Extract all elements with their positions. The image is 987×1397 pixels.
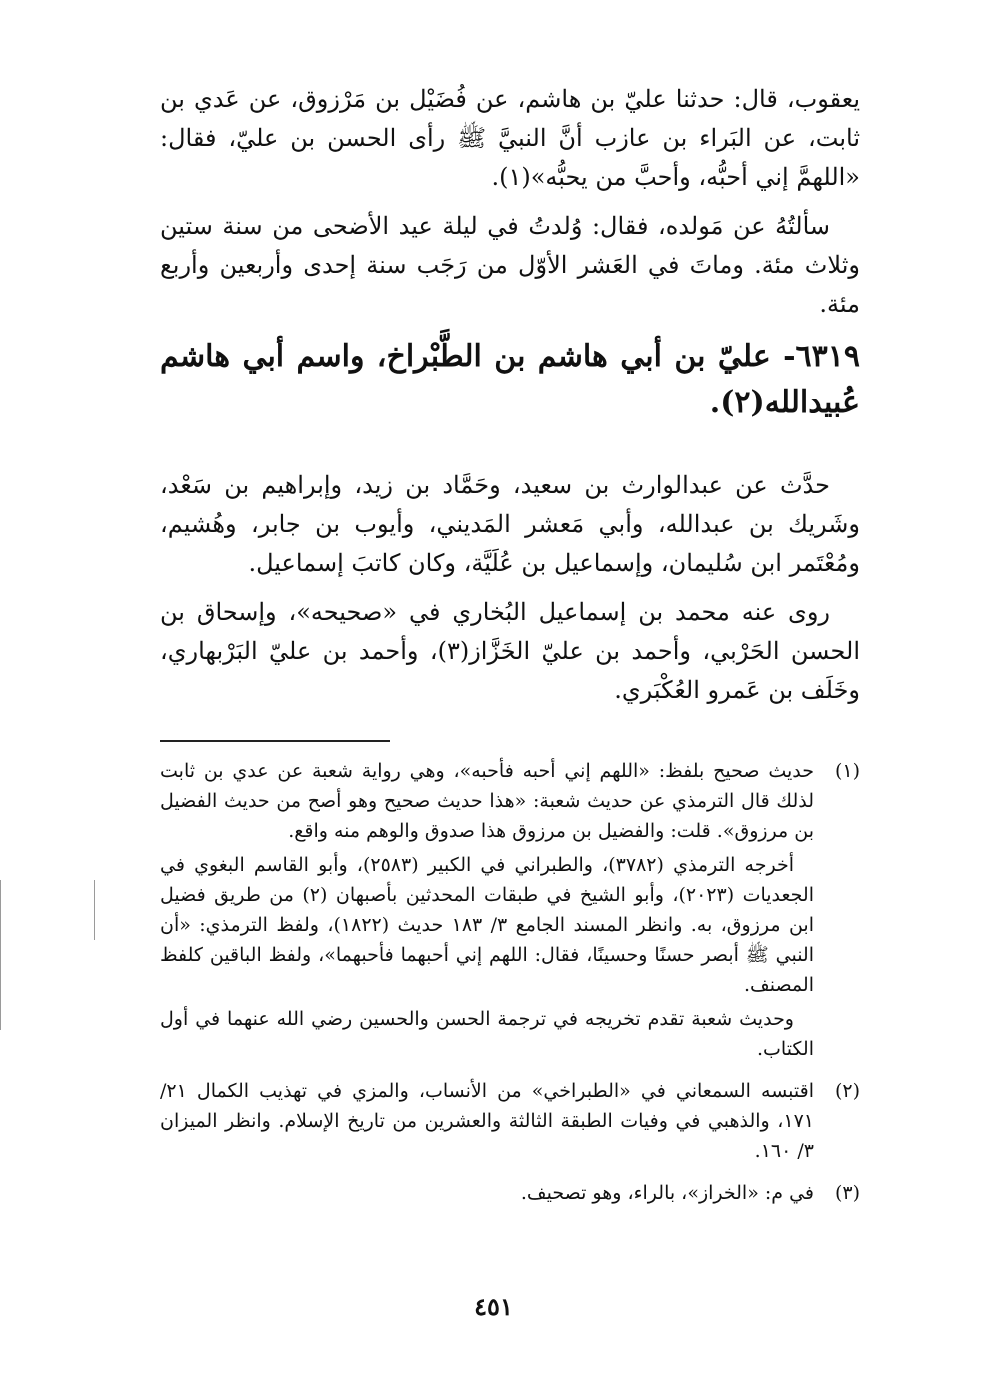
paragraph-students: روى عنه محمد بن إسماعيل البُخاري في «صحيحه»، وإسحاق بن الحسن الحَرْبي، وأحمد بن عليّ الخَزَّاز(٣)، وأحمد بن عليّ البَرْبهاري، وخَلَف بن عَمرو العُكْبَري. xyxy=(160,598,860,704)
footnote-1 xyxy=(160,756,860,1068)
footnote-body xyxy=(160,756,814,1068)
footnote-paragraph: حديث صحيح بلفظ: «اللهم إني أحبه فأحبه»، وهي رواية شعبة عن عدي بن ثابت لذلك قال الترمذي عن حديث شعبة: «هذا حديث صحيح وهو أصح من حديث الفضيل بن مرزوق». قلت: والفضيل بن مرزوق هذا صدوق والوهم منه واقع. xyxy=(160,760,814,842)
footnote-separator xyxy=(160,740,390,742)
paragraph-hadith: يعقوب، قال: حدثنا عليّ بن هاشم، عن فُضَيْل بن مَرْزوق، عن عَدي بن ثابت، عن البَراء بن عازب أنَّ النبيَّ ﷺ رأى الحسن بن عليّ، فقال: «اللهمَّ إني أحبُّه، وأحبَّ من يحبُّه»(١). xyxy=(160,85,860,191)
entry-title: ٦٣١٩- عليّ بن أبي هاشم بن الطَّبْراخ، واسم أبي هاشم عُبيدالله(٢). xyxy=(160,339,860,420)
page-number: ٤٥١ xyxy=(474,1292,513,1321)
footnote-body xyxy=(160,1076,814,1170)
footnote-body xyxy=(160,1178,814,1212)
footnote-2 xyxy=(160,1076,860,1170)
footnote-paragraph: وحديث شعبة تقدم تخريجه في ترجمة الحسن والحسين رضي الله عنهما في أول الكتاب. xyxy=(160,1008,814,1060)
scan-edge-mark xyxy=(94,880,95,940)
footnote-paragraph: في م: «الخراز»، بالراء، وهو تصحيف. xyxy=(520,1182,814,1204)
page-body xyxy=(160,80,860,1220)
scan-edge-mark xyxy=(0,880,1,1030)
footnote-3 xyxy=(160,1178,860,1212)
footnote-number: (٣) xyxy=(834,1182,860,1204)
paragraph-birth-death: سألتُهُ عن مَولده، فقال: وُلدتُ في ليلة عيد الأضحى من سنة ستين وثلاث مئة. وماتَ في العَشر الأوّل من رَجَب سنة إحدى وأربعين وأربع مئة. xyxy=(160,212,860,318)
footnote-paragraph: اقتبسه السمعاني في «الطبراخي» من الأنساب، والمزي في تهذيب الكمال ٢١/ ١٧١، والذهبي في وفيات الطبقة الثالثة والعشرين من تاريخ الإسلام. وانظر الميزان ٣/ ١٦٠. xyxy=(160,1080,814,1162)
footnote-number: (٢) xyxy=(834,1080,860,1102)
footnote-number: (١) xyxy=(834,760,860,782)
paragraph-teachers: حدَّث عن عبدالوارث بن سعيد، وحَمَّاد بن زيد، وإبراهيم بن سَعْد، وشَريك بن عبدالله، وأبي مَعشر المَديني، وأيوب بن جابر، وهُشيم، ومُعْتَمر ابن سُليمان، وإسماعيل بن عُلَيَّة، وكان كاتبَ إسماعيل. xyxy=(160,471,860,577)
footnote-paragraph: أخرجه الترمذي (٣٧٨٢)، والطبراني في الكبير (٢٥٨٣)، وأبو القاسم البغوي في الجعديات (٢٠٢٣)، وأبو الشيخ في طبقات المحدثين بأصبهان (٢) من طريق فضيل ابن مرزوق، به. وانظر المسند الجامع ٣/ ١٨٣ حديث (١٨٢٢)، ولفظ الترمذي: «أن النبي ﷺ أبصر حسنًا وحسينًا، فقال: اللهم إني أحبهما فأحبهما»، ولفظ الباقين كلفظ المصنف. xyxy=(160,854,815,996)
